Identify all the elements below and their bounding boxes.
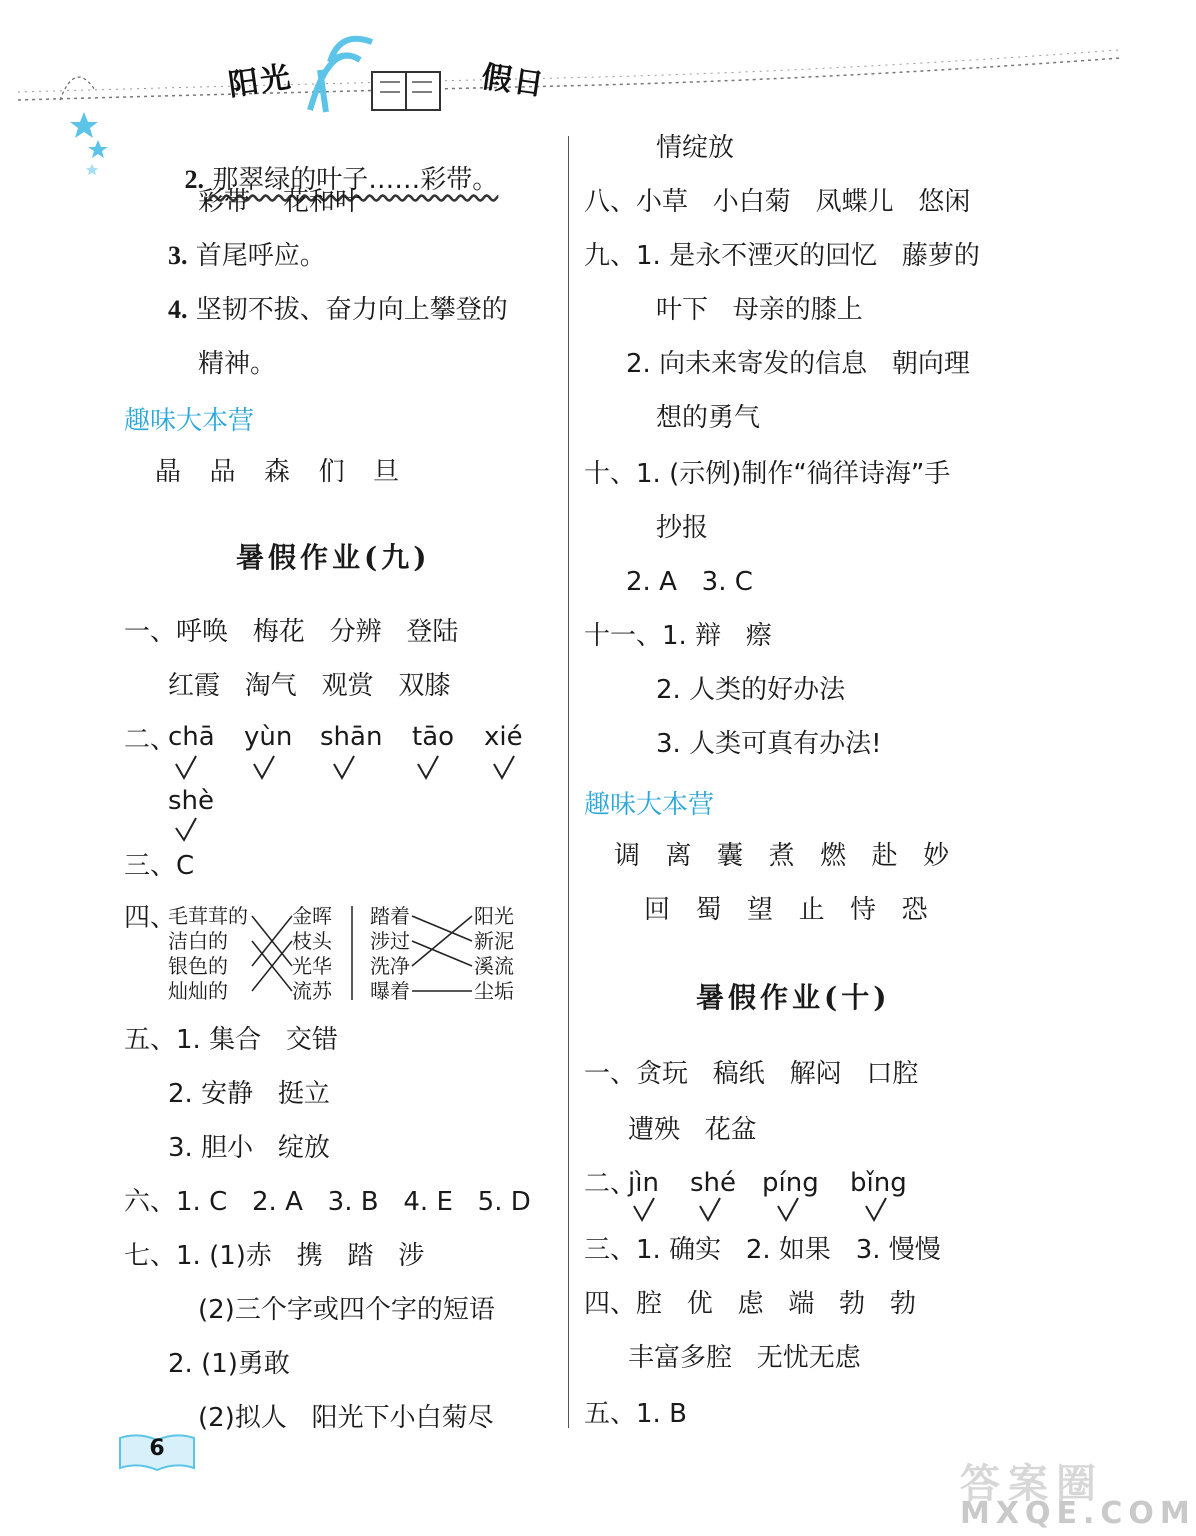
pinyin: píng	[762, 1168, 819, 1198]
question-label: 四、	[124, 903, 177, 933]
answer-line: 2. 人类的好办法	[656, 675, 846, 705]
answer-line: 彩带 花和叶	[198, 187, 362, 217]
header-decoration	[0, 0, 1140, 130]
answer-line: 精神。	[198, 349, 277, 379]
answer-line: 四、腔 优 虑 端 勃 勃	[584, 1289, 916, 1319]
brand-right: 假日	[479, 59, 548, 104]
matching-lines	[250, 904, 530, 1004]
pinyin: yùn	[244, 722, 293, 752]
answer-line: 2. 安静 挺立	[168, 1079, 330, 1109]
checkmark-icons	[620, 1196, 920, 1228]
answer-line: 丰富多腔 无忧无虑	[628, 1343, 861, 1373]
answer-line: 晶 品 森 们 旦	[155, 457, 404, 487]
answer-line: 三、C	[124, 851, 195, 881]
watermark: MXQE.COM	[960, 1496, 1196, 1531]
answer-line: 2. A 3. C	[626, 567, 753, 597]
brand-left: 阳光	[226, 59, 295, 104]
page-header	[0, 0, 1140, 130]
match-col: 毛茸茸的 洁白的 银色的 灿灿的	[168, 904, 248, 1003]
homework-title: 暑假作业(九)	[236, 541, 431, 574]
pinyin: tāo	[412, 722, 455, 752]
answer-line: 八、小草 小白菊 凤蝶儿 悠闲	[584, 187, 971, 217]
pinyin: chā	[168, 722, 215, 752]
match-col: 踏着 涉过 洗净 曝着	[370, 904, 410, 1003]
answer-line: 红霞 淘气 观赏 双膝	[168, 671, 451, 701]
answer-line: 五、1. 集合 交错	[124, 1025, 338, 1055]
answer-line: 想的勇气	[656, 403, 761, 433]
answer-line: 4. 坚韧不拔、奋力向上攀登的	[168, 295, 508, 325]
answer-line: 一、呼唤 梅花 分辨 登陆	[124, 617, 459, 647]
section-heading: 趣味大本营	[584, 790, 715, 820]
page-number-badge	[118, 1432, 196, 1476]
answer-line: 3. 胆小 绽放	[168, 1133, 330, 1163]
section-heading: 趣味大本营	[124, 406, 255, 436]
answer-line: 2. (1)勇敢	[168, 1349, 290, 1379]
question-label: 二、	[124, 725, 177, 755]
answer-line: 十、1. (示例)制作“徜徉诗海”手	[584, 459, 951, 489]
match-col: 阳光 新泥 溪流 尘垢	[474, 904, 514, 1003]
answer-line: 调 离 囊 煮 燃 赴 妙	[614, 841, 953, 871]
pinyin: jìn	[628, 1168, 659, 1198]
answer-line: 六、1. C 2. A 3. B 4. E 5. D	[124, 1187, 531, 1217]
answer-line: 2. 那翠绿的叶子……彩带。	[184, 165, 499, 195]
page-number: 6	[149, 1436, 165, 1461]
answer-line: 3. 人类可真有办法!	[656, 729, 882, 759]
answer-line: 五、1. B	[584, 1399, 687, 1429]
answer-line: (2)拟人 阳光下小白菊尽	[198, 1403, 494, 1433]
answer-line: 一、贪玩 稿纸 解闷 口腔	[584, 1059, 919, 1089]
answer-line: 十一、1. 辩 瘵	[584, 621, 772, 651]
question-label: 二、	[584, 1169, 637, 1199]
pinyin: shé	[690, 1168, 737, 1198]
answer-line: 七、1. (1)赤 携 踏 涉	[124, 1241, 425, 1271]
pinyin: xié	[484, 722, 523, 752]
watermark-logo: 答案圈	[960, 1461, 1104, 1507]
answer-line: 九、1. 是永不湮灭的回忆 藤萝的	[584, 241, 980, 271]
answer-line: 三、1. 确实 2. 如果 3. 慢慢	[584, 1235, 941, 1265]
pinyin: shè	[168, 786, 215, 816]
match-col: 金晖 枝头 光华 流苏	[292, 904, 332, 1003]
answer-line: 遭殃 花盆	[628, 1115, 757, 1145]
answer-line: (2)三个字或四个字的短语	[198, 1295, 495, 1325]
answer-line: 抄报	[656, 513, 709, 543]
answer-line: 叶下 母亲的膝上	[656, 295, 863, 325]
checkmark-icons	[150, 752, 570, 842]
answer-line: 情绽放	[656, 133, 735, 163]
pinyin: bǐng	[850, 1168, 907, 1198]
pinyin: shān	[320, 722, 383, 752]
answer-line: 3. 首尾呼应。	[168, 241, 326, 271]
answer-line: 回 蜀 望 止 恃 恐	[644, 895, 931, 925]
brand-title	[226, 56, 548, 104]
answer-line: 2. 向未来寄发的信息 朝向理	[626, 349, 970, 379]
homework-title: 暑假作业(十)	[696, 981, 891, 1014]
